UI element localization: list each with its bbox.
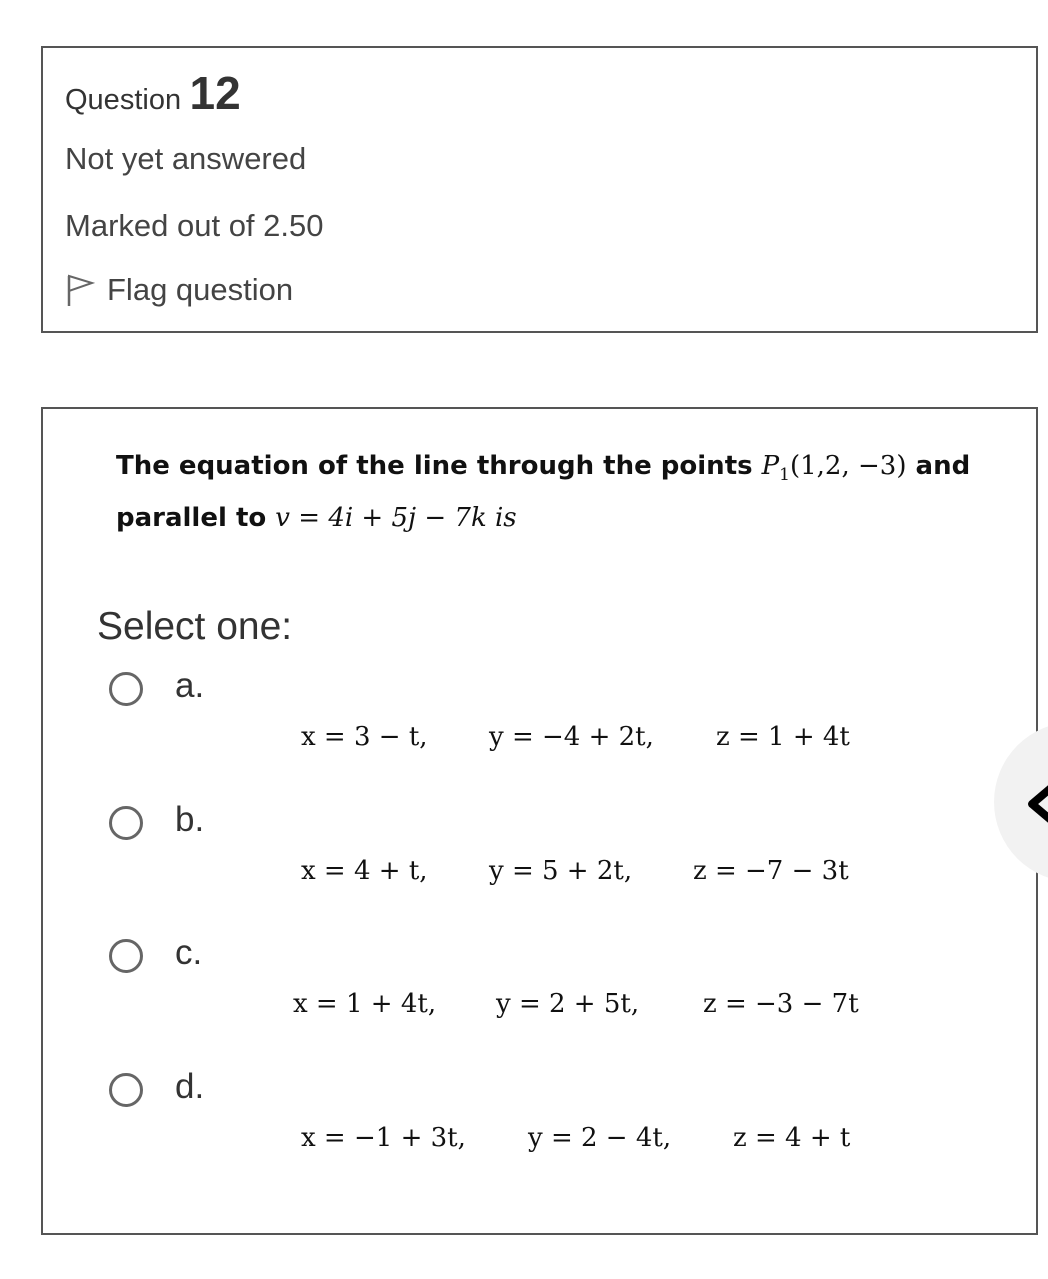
option-letter: a.: [175, 666, 205, 705]
question-title: [65, 66, 241, 120]
flag-outline-icon: [65, 273, 95, 307]
option-c[interactable]: [109, 933, 989, 1039]
question-text-line1: The equation of the line through the points: [116, 451, 762, 481]
flag-question-link[interactable]: [65, 272, 293, 308]
question-text: The equation of the line through the points $P_1(1,2$, −3) and parallel to v = 4i + 5j − 7k is: [116, 451, 971, 534]
radio-button-c[interactable]: [109, 939, 143, 973]
option-letter: d.: [175, 1067, 205, 1106]
option-b[interactable]: [109, 800, 989, 906]
equation-y: y = 2 − 4t,: [528, 1123, 672, 1153]
equation-x: x = 4 + t,: [301, 856, 428, 886]
equation-y: y = 2 + 5t,: [496, 989, 640, 1019]
equation-x: x = −1 + 3t,: [301, 1123, 466, 1153]
option-a[interactable]: [109, 666, 989, 772]
point-expression: $P_1(1,2$, −3): [761, 451, 907, 486]
question-grade: Marked out of 2.50: [65, 208, 324, 243]
equation-z: z = 4 + t: [733, 1123, 851, 1153]
equation-x: x = 1 + 4t,: [293, 989, 437, 1019]
equation-z: z = 1 + 4t: [716, 722, 850, 752]
equation-z: z = −3 − 7t: [703, 989, 859, 1019]
flag-question-label: Flag question: [107, 272, 294, 307]
option-d[interactable]: [109, 1067, 989, 1173]
question-text-line2: parallel to: [116, 503, 276, 534]
equation-x: x = 3 − t,: [301, 722, 428, 752]
question-number: 12: [189, 67, 241, 119]
question-content-panel: [41, 407, 1038, 1235]
equation-y: y = 5 + 2t,: [489, 856, 633, 886]
option-letter: b.: [175, 800, 205, 839]
option-letter: c.: [175, 933, 203, 972]
question-info-panel: [41, 46, 1038, 333]
chevron-left-icon: [1024, 776, 1048, 832]
equation-y: y = −4 + 2t,: [489, 722, 654, 752]
vector-expression: v = 4i + 5j − 7k is: [275, 503, 517, 534]
radio-button-d[interactable]: [109, 1073, 143, 1107]
radio-button-a[interactable]: [109, 672, 143, 706]
question-state: Not yet answered: [65, 141, 307, 176]
question-label: Question: [65, 84, 182, 116]
select-one-prompt: Select one:: [97, 605, 293, 648]
equation-z: z = −7 − 3t: [693, 856, 849, 886]
radio-button-b[interactable]: [109, 806, 143, 840]
